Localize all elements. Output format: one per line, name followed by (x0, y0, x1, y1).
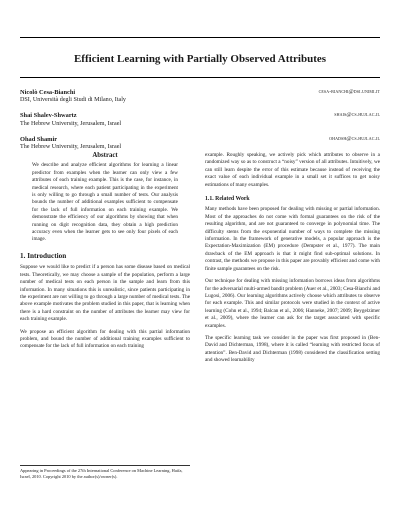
author-entry (20, 112, 380, 128)
intro-paragraph: Suppose we would like to predict if a person has some disease based on medical tests. Theoretically, we may choose a sample of the population, perform a large number of medical tests on each person in the sample and learn from this information. In many situations this is unrealistic, since patients participating in the experiment are not willing to go through a large number of medical tests. The above example motivates the problem studied in this paper, that is learning when there is a hard constraint on the number of attributes the learner may view for each training example. (20, 264, 190, 323)
body-paragraph: example. Roughly speaking, we actively pick which attributes to observe in a randomized way so as to construct a “noisy” version of all attributes. Intuitively, we can still learn despite the error of this estimate because instead of receiving the exact value of each individual example in a small set it suffices to get noisy estimations of many examples. (205, 152, 380, 188)
title-rule-top (20, 37, 380, 38)
paper-title: Efficient Learning with Partially Observed Attributes (73, 53, 327, 65)
section-heading-introduction: 1. Introduction (20, 251, 67, 260)
author-affiliation: The Hebrew University, Jerusalem, Israel (20, 120, 122, 127)
abstract-heading: Abstract (92, 152, 118, 159)
subsection-heading-related-work: 1.1. Related Work (205, 196, 250, 203)
author-email: cesa-bianchi@dsi.unimi.it (318, 89, 380, 95)
body-paragraph: Our technique for dealing with missing information borrows ideas from algorithms for the adversarial multi-armed bandit problem (Auer et al., 2003; Cesa-Bianchi and Lugosi, 2006). Our learning algorithms actively choose which attributes to observe for each example. This and similar protocols were studied in the context of active learning (Cohn et al., 1994; Balcan et al., 2006; Hanneke, 2007; 2009; Beygelzimer et al., 2009), where the learner can ask for the target associated with specific examples. (205, 278, 380, 329)
author-entry (20, 136, 380, 152)
title-rule-bottom (20, 77, 380, 78)
author-name: Nicolò Cesa-Bianchi (20, 89, 76, 96)
intro-paragraph: We propose an efficient algorithm for dealing with this partial information problem, and bound the number of additional training examples sufficient to compensate for the lack of full information on each training (20, 328, 190, 350)
author-affiliation: The Hebrew University, Jerusalem, Israel (20, 143, 122, 150)
left-column (20, 152, 190, 356)
body-paragraph: Many methods have been proposed for dealing with missing or partial information. Most of the approaches do not come with formal guarantees on the risk of the resulting algorithm, and are not guaranteed to converge in polynomial time. The difficulty stems from the exponential number of ways to complete the missing information. In the framework of generative models, a popular approach is the Expectation-Maximization (EM) procedure (Dempster et al., 1977). The main drawback of the EM approach is that it might find sub-optimal solutions. In contrast, the methods we propose in this paper are provably efficient and come with finite sample guarantees on the risk. (205, 206, 380, 272)
author-affiliation: DSI, Università degli Studi di Milano, Italy (20, 97, 126, 104)
abstract-text: We describe and analyze efficient algorithms for learning a linear predictor from examples when the learner can only view a few attributes of each training example. This is the case, for instance, in medical research, where each patient participating in the experiment is only willing to go through a small number of tests. Our analysis bounds the number of additional examples sufficient to compensate for the lack of full information on each training example. We demonstrate the efficiency of our algorithms by showing that when running on digit recognition data, they obtain a high prediction accuracy even when the learner gets to see only four pixels of each image. (32, 162, 178, 243)
footnote: Appearing in Proceedings of the 27th International Conference on Machine Learning, Haifa, Israel, 2010. Copyright 2010 by the author(s)/owner(s). (20, 465, 190, 479)
author-email: shais@cs.huji.ac.il (334, 112, 380, 119)
author-name: Shai Shalev-Shwartz (20, 112, 77, 120)
author-email: ohadsh@cs.huji.ac.il (329, 135, 380, 142)
author-entry (20, 89, 380, 105)
author-name: Ohad Shamir (20, 135, 58, 143)
body-paragraph: The specific learning task we consider in the paper was first proposed in (Ben-David and Dichterman, 1998), where it is called “learning with restricted focus of attention”. Ben-David and Dichterman (1998) considered the classification setting and showed learnability (205, 334, 380, 364)
author-block (20, 89, 380, 159)
right-column (205, 152, 380, 370)
